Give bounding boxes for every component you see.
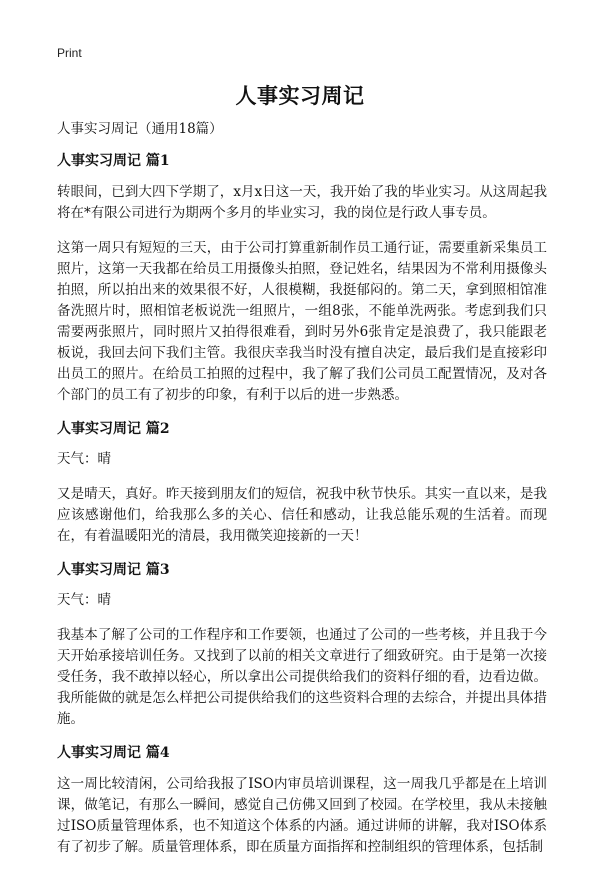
document-title: 人事实习周记: [235, 83, 365, 108]
paragraph: 又是晴天，真好。昨天接到朋友们的短信，祝我中秋节快乐。其实一直以来，是我应该感谢他们，给我那么多的关心、信任和感动，让我总能乐观的生活着。而现在，有着温暖阳光的清晨，我用微笑迎接新的一天！: [57, 486, 547, 544]
section-3: [57, 561, 547, 730]
section-heading: 人事实习周记 篇1: [57, 153, 170, 169]
print-link[interactable]: Print: [57, 46, 82, 60]
section-4: [57, 744, 547, 858]
section-2: [57, 420, 547, 547]
section-1: [57, 152, 547, 406]
section-heading: 人事实习周记 篇4: [57, 745, 170, 761]
weather-line: 天气：晴: [57, 451, 111, 467]
section-heading: 人事实习周记 篇3: [57, 562, 170, 578]
paragraph: 这第一周只有短短的三天，由于公司打算重新制作员工通行证，需要重新采集员工照片，这第一天我都在给员工用摄像头拍照，登记姓名，结果因为不常利用摄像头拍照，所以拍出来的效果很不好，人很模糊，我挺郁闷的。第二天，拿到照相馆准备洗照片时，照相馆老板说洗一组照片，一组8张，不能单洗两张。考虑到我们只需要两张照片，同时照片又拍得很难看，到时另外6张肯定是浪费了，我只能跟老板说，我回去问下我们主管。我很庆幸我当时没有擅自决定，最后我们是直接彩印出员工的照片。在给员工拍照的过程中，我了解了我们公司员工配置情况，及对各个部门的员工有了初步的印象，有利于以后的进一步熟悉。: [57, 240, 547, 403]
document-body: [57, 120, 547, 872]
paragraph: 这一周比较清闲，公司给我报了ISO内审员培训课程，这一周我几乎都是在上培训课，做笔记，有那么一瞬间，感觉自己仿佛又回到了校园。在学校里，我从未接触过ISO质量管理体系，也不知道这个体系的内涵。通过讲师的讲解，我对ISO体系有了初步了解。质量管理体系，即在质量方面指挥和控制组织的管理体系，包括制: [57, 776, 547, 855]
weather-line: 天气：晴: [57, 592, 111, 608]
paragraph: 转眼间，已到大四下学期了，x月x日这一天，我开始了我的毕业实习。从这周起我将在*有限公司进行为期两个多月的毕业实习，我的岗位是行政人事专员。: [57, 184, 547, 221]
section-heading: 人事实习周记 篇2: [57, 421, 170, 437]
document-subtitle: 人事实习周记（通用18篇）: [57, 121, 223, 137]
paragraph: 我基本了解了公司的工作程序和工作要领，也通过了公司的一些考核，并且我于今天开始承接培训任务。又找到了以前的相关文章进行了细致研究。由于是第一次接受任务，我不敢掉以轻心，所以拿出公司提供给我们的资料仔细的看，边看边做。我所能做的就是怎么样把公司提供给我们的这些资料合理的去综合，并提出具体措施。: [57, 627, 547, 727]
